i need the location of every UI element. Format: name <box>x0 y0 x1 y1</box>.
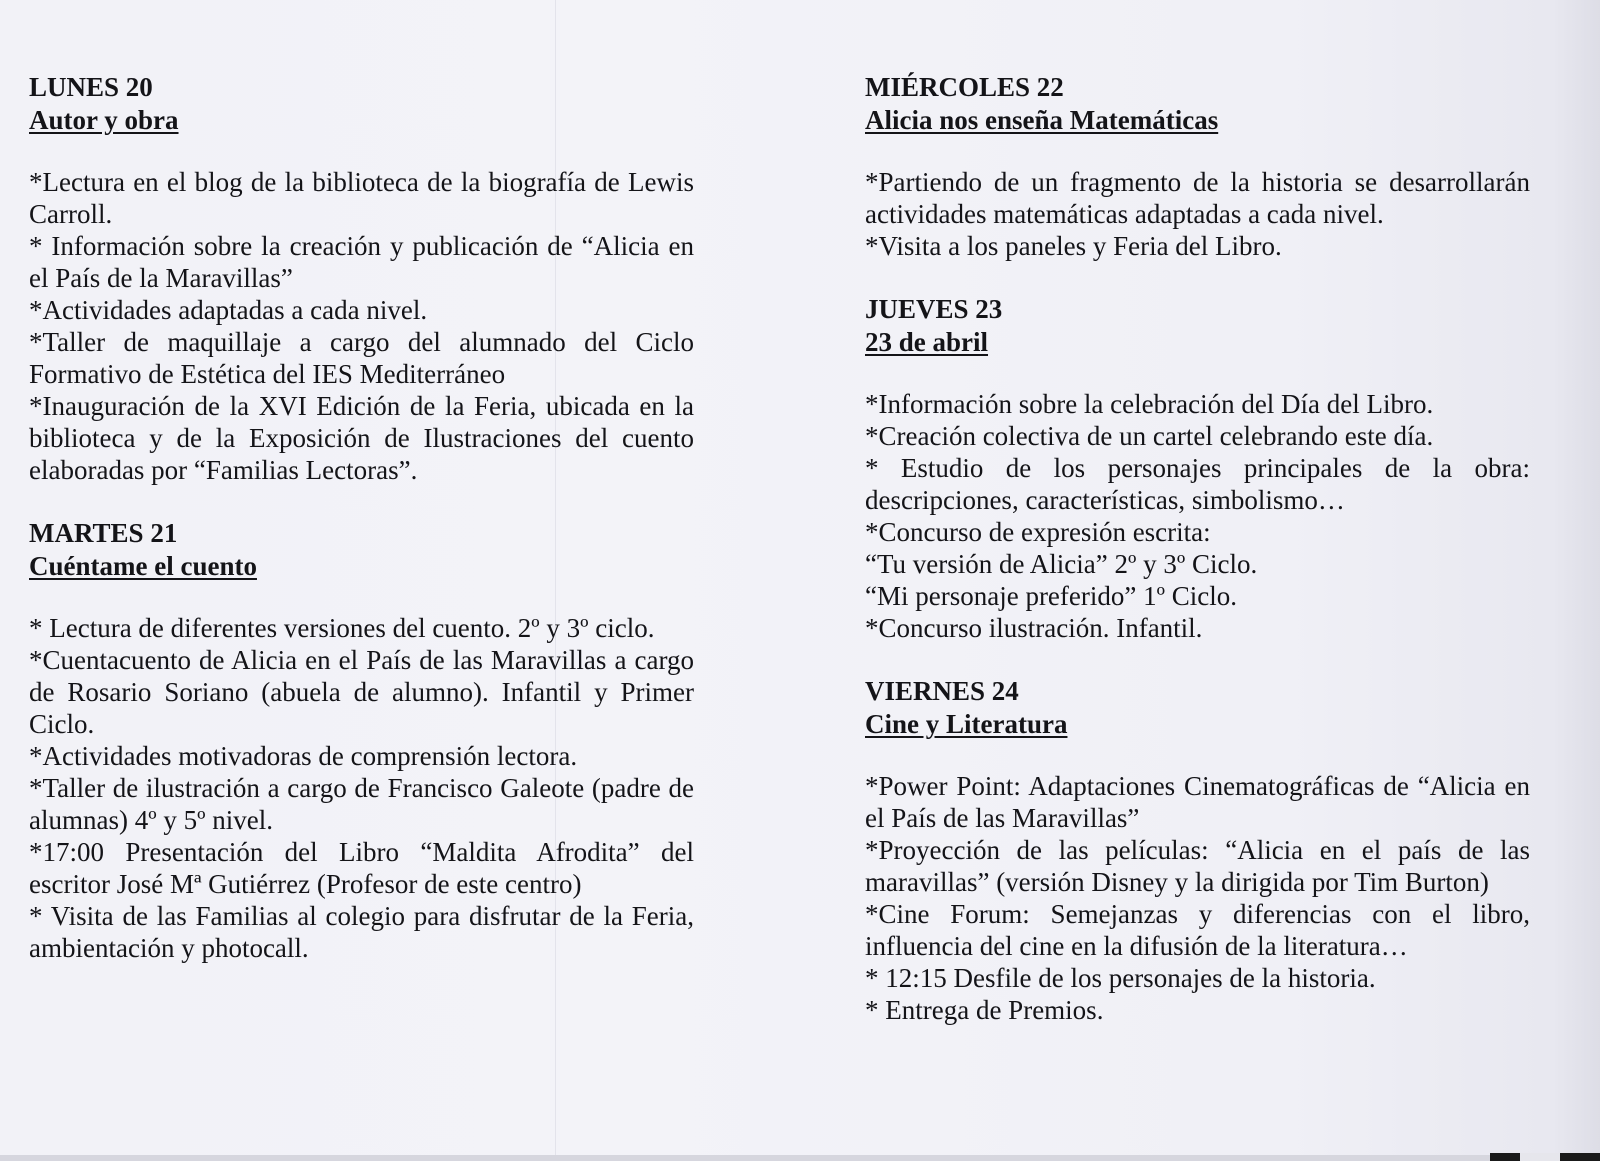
activity-item: *Concurso de expresión escrita: <box>865 517 1211 547</box>
activity-item: *Visita a los paneles y Feria del Libro. <box>865 231 1282 261</box>
activity-item: *Taller de ilustración a cargo de Francisco Galeote (padre de alumnas) 4º y 5º nivel. <box>29 773 694 835</box>
day-section-wednesday <box>865 70 1530 262</box>
left-column <box>29 70 694 994</box>
activity-item: * Información sobre la creación y publicación de “Alicia en el País de la Maravillas” <box>29 231 694 293</box>
day-section-monday <box>29 70 694 486</box>
day-heading: JUEVES 23 <box>865 294 1003 324</box>
day-topic: Alicia nos enseña Matemáticas <box>865 105 1219 135</box>
activity-item: *Taller de maquillaje a cargo del alumnado del Ciclo Formativo de Estética del IES Mediterráneo <box>29 327 694 389</box>
day-section-tuesday <box>29 516 694 964</box>
day-heading: VIERNES 24 <box>865 676 1019 706</box>
day-heading: MARTES 21 <box>29 518 178 548</box>
activity-item: *Inauguración de la XVI Edición de la Feria, ubicada en la biblioteca y de la Exposición de Ilustraciones del cuento elaboradas por “Familias Lectoras”. <box>29 391 694 485</box>
activity-item: *Creación colectiva de un cartel celebrando este día. <box>865 421 1434 451</box>
activity-item: *Power Point: Adaptaciones Cinematográficas de “Alicia en el País de las Maravillas” <box>865 771 1530 833</box>
day-heading: MIÉRCOLES 22 <box>865 72 1064 102</box>
activity-item: * Visita de las Familias al colegio para disfrutar de la Feria, ambientación y photocall. <box>29 901 694 963</box>
activity-item: *Actividades motivadoras de comprensión lectora. <box>29 741 578 771</box>
activity-item: * 12:15 Desfile de los personajes de la historia. <box>865 963 1376 993</box>
activity-item: *Partiendo de un fragmento de la historia se desarrollarán actividades matemáticas adaptadas a cada nivel. <box>865 167 1530 229</box>
activity-item: * Entrega de Premios. <box>865 995 1104 1025</box>
activity-item: “Tu versión de Alicia” 2º y 3º Ciclo. <box>865 549 1258 579</box>
activity-item: * Estudio de los personajes principales de la obra: descripciones, características, simbolismo… <box>865 453 1530 515</box>
scan-corner-gap <box>1520 1153 1560 1161</box>
day-topic: Cuéntame el cuento <box>29 551 257 581</box>
activity-item: * Lectura de diferentes versiones del cuento. 2º y 3º ciclo. <box>29 613 655 643</box>
activity-item: *Cine Forum: Semejanzas y diferencias con el libro, influencia del cine en la difusión de la literatura… <box>865 899 1530 961</box>
day-topic: 23 de abril <box>865 327 989 357</box>
day-section-thursday <box>865 292 1530 644</box>
activity-item: *Información sobre la celebración del Día del Libro. <box>865 389 1434 419</box>
activity-item: *Actividades adaptadas a cada nivel. <box>29 295 428 325</box>
scan-bottom-edge <box>0 1155 1600 1161</box>
activity-item: *17:00 Presentación del Libro “Maldita Afrodita” del escritor José Mª Gutiérrez (Profesor de este centro) <box>29 837 694 899</box>
activity-item: *Proyección de las películas: “Alicia en el país de las maravillas” (versión Disney y la dirigida por Tim Burton) <box>865 835 1530 897</box>
activity-item: *Concurso ilustración. Infantil. <box>865 613 1203 643</box>
day-topic: Cine y Literatura <box>865 709 1068 739</box>
activity-item: *Cuentacuento de Alicia en el País de las Maravillas a cargo de Rosario Soriano (abuela de alumno). Infantil y Primer Ciclo. <box>29 645 694 739</box>
day-topic: Autor y obra <box>29 105 179 135</box>
day-section-friday <box>865 674 1530 1026</box>
activity-item: “Mi personaje preferido” 1º Ciclo. <box>865 581 1237 611</box>
right-column <box>865 70 1530 1056</box>
activity-item: *Lectura en el blog de la biblioteca de la biografía de Lewis Carroll. <box>29 167 694 229</box>
day-heading: LUNES 20 <box>29 72 153 102</box>
